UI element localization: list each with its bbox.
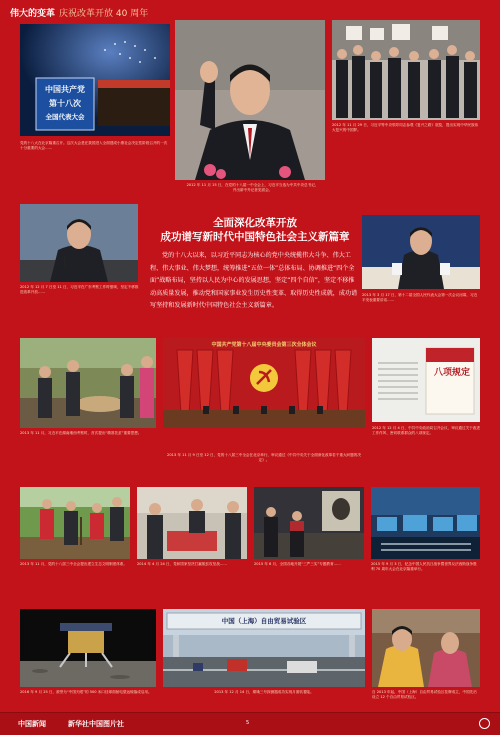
headline-line-1: 全面深化改革开放 bbox=[213, 217, 297, 229]
header-subtitle: 庆祝改革开放 40 周年 bbox=[59, 9, 149, 19]
caption-10: 2014 年 4 月 24 日，党和国家坚决打赢脱贫攻坚战…… bbox=[137, 562, 227, 566]
photo-village-visit bbox=[20, 338, 156, 428]
header-title: 伟大的变革 bbox=[10, 9, 56, 19]
photo-lunar-lander bbox=[20, 609, 156, 687]
photo-eight-rules-book bbox=[372, 338, 480, 422]
photo-free-trade-zone bbox=[163, 609, 365, 687]
caption-1: 党的十八大在北京隆重召开。这次大会是在我国进入全面建成小康社会决定性阶段召开的一次十分重要的大会…… bbox=[20, 141, 168, 150]
caption-7: 2013 年 11 月 9 日至 12 日，党的十八届三中全会在北京举行，审议通过《中共中央关于全面深化改革若干重大问题的决定》。 bbox=[167, 453, 361, 462]
photo-congress-hall bbox=[20, 24, 170, 136]
caption-12: 2015 年 9 月 3 日，纪念中国人民抗日战争暨世界反法西斯战争胜利 70 周年大会在北京隆重举行。 bbox=[371, 562, 477, 571]
sign-line-1: 中国共产党 bbox=[45, 84, 85, 94]
sign-line-3: 全国代表大会 bbox=[45, 113, 85, 121]
caption-8: 2012 年 12 月 4 日，中共中央政治局召开会议，审议通过关于改进工作作风、密切联系群众的八项规定。 bbox=[372, 426, 480, 435]
caption-15: 自 2013 年起，中国（上海）自由贸易试验区挂牌成立，中国先后设立 12 个自由贸易试验区。 bbox=[372, 690, 477, 699]
photo-meeting-speech bbox=[20, 204, 138, 282]
photo-npc-session bbox=[362, 215, 480, 289]
book-title: 八项规定 bbox=[433, 368, 470, 378]
plenum-banner: 中国共产党第十八届中央委员会第三次全体会议 bbox=[211, 342, 317, 348]
headline-line-2: 成功谱写新时代中国特色社会主义新篇章 bbox=[160, 231, 350, 243]
photo-poverty-alleviation bbox=[137, 487, 247, 559]
photo-leader-waving bbox=[175, 20, 325, 180]
photo-visiting-family bbox=[372, 609, 480, 687]
photo-exhibition-visit bbox=[332, 20, 480, 120]
page-header bbox=[10, 6, 148, 19]
sign-line-2: 第十八次 bbox=[49, 98, 81, 108]
photo-third-plenum bbox=[163, 338, 365, 428]
photo-parade bbox=[371, 487, 480, 559]
caption-3: 2012 年 11 月 29 日，习近平等中央领导同志参观《复兴之路》展览，提出实现中华民族伟大复兴的中国梦。 bbox=[332, 123, 479, 132]
article-body: 党的十八大以来，以习近平同志为核心的党中央统揽伟大斗争、伟大工程、伟大事业、伟大梦想，统筹推进“五位一体”总体布局、协调推进“四个全面”战略布局，坚持以人民为中心的发展思想，坚定“四个自信”，坚定不移推动高质量发展，推动党和国家事业发生历史性变革、取得历史性成就，成功谱写坚持和发展新时代中国特色社会主义新篇章。 bbox=[150, 252, 358, 309]
page-footer bbox=[0, 712, 500, 735]
caption-14: 2013 年 12 月 14 日，嫦娥三号探测器成功实现月面软着陆。 bbox=[214, 690, 314, 694]
ftz-sign: 中国（上海）自由贸易试验区 bbox=[221, 617, 307, 625]
photo-tree-planting bbox=[20, 487, 130, 559]
caption-13: 2016 年 9 月 25 日，被誉为“中国天眼”的 500 米口径球面射电望远镜落成启用。 bbox=[20, 690, 152, 694]
caption-11: 2015 年 6 月，全国各地开展“三严三实”专题教育…… bbox=[254, 562, 341, 566]
caption-4: 2012 年 12 月 7 日至 11 日，习近平在广东考察工作时强调，坚定不移推进改革开放…… bbox=[20, 285, 139, 294]
caption-9: 2013 年 11 月，党的十八届三中全会提出建立生态文明制度体系。 bbox=[20, 562, 127, 566]
footer-middle: 新华社中国图片社 bbox=[68, 720, 124, 728]
caption-2: 2012 年 11 月 15 日，在党的十八届一中全会上，习近平当选为中共中央总书记，并出席中外记者见面会。 bbox=[186, 183, 319, 192]
page-number: 5 bbox=[246, 720, 250, 726]
caption-5: 2013 年 3 月 17 日，第十二届全国人民代表大会第一次会议闭幕，习近平发表重要讲话…… bbox=[362, 293, 478, 302]
caption-6: 2013 年 11 月，习近平在湖南湘西考察时，首次提出“精准扶贫”重要思想。 bbox=[20, 431, 142, 435]
photo-study-session bbox=[254, 487, 364, 559]
footer-left: 中国新闻 bbox=[18, 720, 46, 728]
article-headline bbox=[150, 216, 360, 244]
emblem-icon bbox=[479, 718, 490, 729]
